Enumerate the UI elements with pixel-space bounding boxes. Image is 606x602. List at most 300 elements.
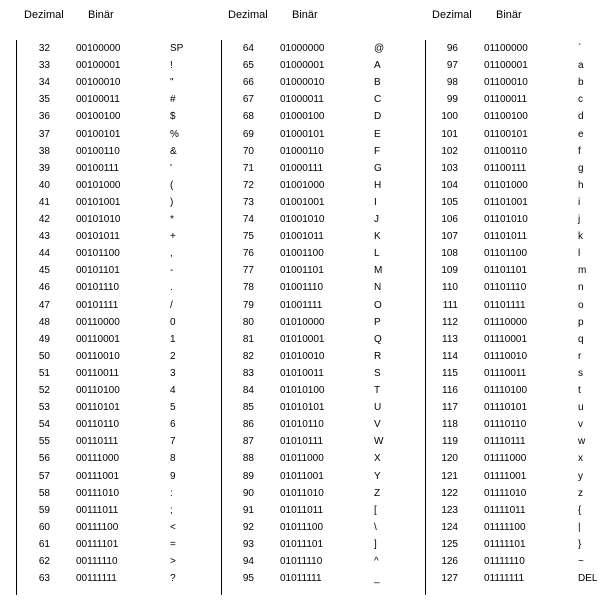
decimal-value: 92 bbox=[242, 521, 254, 533]
table-row bbox=[0, 279, 200, 296]
decimal-value: 124 bbox=[441, 521, 458, 533]
binary-value: 00111000 bbox=[76, 453, 120, 465]
binary-value: 00101110 bbox=[76, 282, 120, 294]
decimal-value: 95 bbox=[242, 573, 254, 585]
decimal-value: 90 bbox=[242, 487, 254, 499]
character-value: v bbox=[578, 419, 583, 431]
decimal-value: 42 bbox=[38, 214, 50, 225]
binary-value: 01000101 bbox=[280, 128, 325, 140]
decimal-value: 78 bbox=[242, 282, 254, 294]
character-value: U bbox=[374, 402, 382, 414]
binary-value: 00110111 bbox=[76, 436, 119, 448]
binary-value: 01010000 bbox=[280, 316, 325, 328]
character-value: W bbox=[374, 436, 384, 448]
decimal-value: 118 bbox=[442, 419, 458, 431]
decimal-value: 104 bbox=[441, 179, 458, 191]
table-row bbox=[204, 502, 404, 519]
character-value: o bbox=[578, 299, 584, 311]
table-row bbox=[204, 314, 404, 331]
binary-value: 01010101 bbox=[280, 402, 325, 414]
character-value: $ bbox=[170, 111, 176, 123]
table-row bbox=[0, 536, 200, 553]
binary-value: 00101100 bbox=[76, 248, 120, 260]
binary-value: 01000111 bbox=[280, 162, 324, 174]
table-row bbox=[408, 40, 606, 57]
binary-value: 01101011 bbox=[484, 231, 528, 243]
character-value: C bbox=[374, 94, 382, 106]
character-value: k bbox=[578, 231, 583, 243]
character-value: & bbox=[170, 145, 177, 157]
decimal-value: 81 bbox=[242, 333, 254, 345]
table-row bbox=[0, 91, 200, 108]
decimal-value: 83 bbox=[242, 367, 254, 379]
table-row bbox=[204, 279, 404, 296]
table-row bbox=[0, 553, 200, 570]
binary-value: 00111110 bbox=[76, 556, 118, 567]
table-row bbox=[408, 160, 606, 177]
decimal-value: 66 bbox=[242, 77, 254, 89]
binary-value: 01111011 bbox=[484, 504, 526, 516]
binary-value: 01111001 bbox=[484, 470, 527, 482]
table-row bbox=[0, 177, 200, 194]
header-dezimal-1: Dezimal bbox=[24, 9, 64, 21]
binary-value: 00111011 bbox=[76, 504, 119, 516]
character-value: Q bbox=[374, 333, 382, 345]
decimal-value: 58 bbox=[38, 487, 50, 499]
table-row bbox=[408, 519, 606, 536]
binary-value: 01011011 bbox=[280, 504, 324, 516]
table-row bbox=[204, 536, 404, 553]
character-value: l bbox=[578, 248, 581, 260]
table-row bbox=[204, 399, 404, 416]
table-row bbox=[0, 262, 200, 279]
binary-value: 01011100 bbox=[280, 521, 324, 533]
binary-value: 01110110 bbox=[484, 419, 527, 431]
character-value: w bbox=[578, 436, 586, 448]
character-value: ^ bbox=[374, 556, 379, 567]
decimal-value: 50 bbox=[38, 350, 50, 362]
decimal-value: 112 bbox=[442, 316, 458, 328]
decimal-value: 44 bbox=[38, 248, 50, 260]
binary-value: 01010011 bbox=[280, 367, 324, 379]
decimal-value: 93 bbox=[242, 538, 254, 550]
character-value: 8 bbox=[170, 453, 176, 465]
character-value: I bbox=[374, 196, 377, 208]
binary-value: 01000010 bbox=[280, 77, 325, 89]
table-row bbox=[204, 194, 404, 211]
table-row bbox=[0, 143, 200, 160]
character-value: a bbox=[578, 60, 584, 72]
binary-value: 01101000 bbox=[484, 179, 528, 191]
table-row bbox=[408, 262, 606, 279]
decimal-value: 33 bbox=[38, 60, 50, 72]
decimal-value: 46 bbox=[38, 282, 50, 294]
binary-value: 01011001 bbox=[280, 470, 324, 482]
character-value: \ bbox=[374, 521, 377, 533]
decimal-value: 75 bbox=[242, 231, 254, 243]
character-value: / bbox=[170, 299, 173, 311]
character-value: _ bbox=[374, 573, 380, 585]
decimal-value: 123 bbox=[441, 504, 458, 516]
decimal-value: 94 bbox=[242, 556, 254, 567]
table-row bbox=[0, 382, 200, 399]
character-value: B bbox=[374, 77, 381, 89]
table-row bbox=[204, 416, 404, 433]
binary-value: 00110110 bbox=[76, 419, 120, 431]
decimal-value: 55 bbox=[38, 436, 50, 448]
decimal-value: 125 bbox=[441, 538, 458, 550]
character-value: , bbox=[170, 248, 173, 260]
binary-value: 01100101 bbox=[484, 128, 528, 140]
binary-value: 01010001 bbox=[280, 333, 325, 345]
table-row bbox=[408, 450, 606, 467]
binary-value: 01010010 bbox=[280, 350, 325, 362]
decimal-value: 40 bbox=[38, 179, 50, 191]
header-binaer-1: Binär bbox=[88, 9, 114, 21]
character-value: E bbox=[374, 128, 381, 140]
character-value: j bbox=[578, 214, 581, 225]
decimal-value: 84 bbox=[242, 385, 254, 396]
binary-value: 01100100 bbox=[484, 111, 528, 123]
table-row bbox=[204, 365, 404, 382]
binary-value: 01000100 bbox=[280, 111, 325, 123]
binary-value: 01101001 bbox=[484, 196, 528, 208]
binary-value: 00100001 bbox=[76, 60, 121, 72]
table-row bbox=[0, 108, 200, 125]
table-row bbox=[408, 382, 606, 399]
binary-value: 00110101 bbox=[76, 402, 120, 414]
decimal-value: 100 bbox=[441, 111, 458, 123]
character-value: ` bbox=[578, 43, 582, 54]
character-value: [ bbox=[374, 504, 377, 516]
character-value: = bbox=[170, 538, 176, 550]
character-value: e bbox=[578, 128, 584, 140]
table-row bbox=[408, 433, 606, 450]
decimal-value: 32 bbox=[38, 43, 50, 54]
binary-value: 00110001 bbox=[76, 333, 120, 345]
binary-value: 01110111 bbox=[484, 436, 526, 448]
binary-value: 01001011 bbox=[280, 231, 324, 243]
character-value: A bbox=[374, 60, 381, 72]
character-value: ~ bbox=[578, 556, 584, 567]
binary-value: 00101101 bbox=[76, 265, 120, 277]
binary-value: 01000110 bbox=[280, 145, 324, 157]
binary-value: 01000001 bbox=[280, 60, 325, 72]
binary-value: 00101001 bbox=[76, 196, 121, 208]
binary-value: 01111000 bbox=[484, 453, 527, 465]
binary-value: 01111010 bbox=[484, 487, 527, 499]
character-value: b bbox=[578, 77, 584, 89]
binary-value: 00101000 bbox=[76, 179, 121, 191]
character-value: : bbox=[170, 487, 173, 499]
character-value: d bbox=[578, 111, 584, 123]
decimal-value: 117 bbox=[442, 402, 458, 414]
character-value: DEL bbox=[578, 573, 598, 585]
table-row bbox=[408, 536, 606, 553]
character-value: 3 bbox=[170, 367, 176, 379]
character-value: @ bbox=[374, 43, 385, 54]
character-value: r bbox=[578, 350, 582, 362]
decimal-value: 56 bbox=[38, 453, 50, 465]
binary-value: 01101111 bbox=[484, 299, 526, 311]
binary-value: 00100111 bbox=[76, 162, 120, 174]
binary-value: 01110010 bbox=[484, 350, 528, 362]
table-row bbox=[0, 365, 200, 382]
character-value: G bbox=[374, 162, 382, 174]
decimal-value: 79 bbox=[242, 299, 254, 311]
decimal-value: 106 bbox=[441, 214, 458, 225]
character-value: P bbox=[374, 316, 381, 328]
binary-value: 01011101 bbox=[280, 538, 324, 550]
binary-value: 01101010 bbox=[484, 214, 528, 225]
character-value: . bbox=[170, 282, 173, 294]
table-row bbox=[0, 297, 200, 314]
character-value: 0 bbox=[170, 316, 176, 328]
character-value: ? bbox=[170, 573, 176, 585]
table-row bbox=[408, 416, 606, 433]
decimal-value: 61 bbox=[38, 538, 50, 550]
character-value: ] bbox=[374, 538, 377, 550]
table-row bbox=[408, 297, 606, 314]
table-row bbox=[0, 485, 200, 502]
table-row bbox=[408, 502, 606, 519]
table-row bbox=[408, 485, 606, 502]
decimal-value: 69 bbox=[242, 128, 254, 140]
binary-value: 01110100 bbox=[484, 385, 528, 396]
decimal-value: 88 bbox=[242, 453, 254, 465]
binary-value: 01001010 bbox=[280, 214, 325, 225]
decimal-value: 109 bbox=[441, 265, 458, 277]
decimal-value: 89 bbox=[242, 470, 254, 482]
table-row bbox=[408, 126, 606, 143]
table-row bbox=[408, 91, 606, 108]
table-row bbox=[408, 211, 606, 228]
ascii-column-1 bbox=[0, 40, 200, 595]
decimal-value: 91 bbox=[242, 504, 254, 516]
character-value: J bbox=[374, 214, 379, 225]
table-row bbox=[408, 331, 606, 348]
character-value: K bbox=[374, 231, 381, 243]
decimal-value: 74 bbox=[242, 214, 254, 225]
table-row bbox=[204, 108, 404, 125]
character-value: F bbox=[374, 145, 381, 157]
binary-value: 00111001 bbox=[76, 470, 120, 482]
decimal-value: 70 bbox=[242, 145, 254, 157]
character-value: c bbox=[578, 94, 583, 106]
binary-value: 00111111 bbox=[76, 573, 117, 585]
table-row bbox=[204, 40, 404, 57]
decimal-value: 82 bbox=[242, 350, 254, 362]
binary-value: 00100100 bbox=[76, 111, 121, 123]
table-row bbox=[408, 194, 606, 211]
binary-value: 01100110 bbox=[484, 145, 528, 157]
character-value: < bbox=[170, 521, 176, 533]
table-row bbox=[204, 160, 404, 177]
binary-value: 01010110 bbox=[280, 419, 324, 431]
table-row bbox=[204, 91, 404, 108]
character-value: R bbox=[374, 350, 382, 362]
binary-value: 00111100 bbox=[76, 521, 119, 533]
decimal-value: 99 bbox=[446, 94, 458, 106]
binary-value: 00110100 bbox=[76, 385, 120, 396]
table-row bbox=[0, 519, 200, 536]
table-row bbox=[408, 74, 606, 91]
table-row bbox=[408, 553, 606, 570]
character-value: g bbox=[578, 162, 584, 174]
character-value: 9 bbox=[170, 470, 176, 482]
character-value: + bbox=[170, 231, 176, 243]
binary-value: 01101110 bbox=[484, 282, 527, 294]
decimal-value: 47 bbox=[38, 299, 50, 311]
table-row bbox=[204, 348, 404, 365]
character-value: q bbox=[578, 333, 584, 345]
decimal-value: 85 bbox=[242, 402, 254, 414]
character-value: 6 bbox=[170, 419, 176, 431]
character-value: H bbox=[374, 179, 382, 191]
decimal-value: 62 bbox=[38, 556, 50, 567]
table-row bbox=[0, 450, 200, 467]
table-row bbox=[204, 297, 404, 314]
table-row bbox=[408, 570, 606, 587]
table-row bbox=[408, 245, 606, 262]
character-value: # bbox=[170, 94, 176, 106]
header-dezimal-3: Dezimal bbox=[432, 9, 472, 21]
decimal-value: 116 bbox=[442, 385, 458, 396]
binary-value: 00111010 bbox=[76, 487, 120, 499]
character-value: L bbox=[374, 248, 380, 260]
character-value: 1 bbox=[170, 333, 176, 345]
decimal-value: 96 bbox=[446, 43, 458, 54]
character-value: > bbox=[170, 556, 176, 567]
character-value: Z bbox=[374, 487, 381, 499]
character-value: m bbox=[578, 265, 587, 277]
decimal-value: 119 bbox=[442, 436, 458, 448]
table-row bbox=[204, 126, 404, 143]
table-row bbox=[204, 433, 404, 450]
decimal-value: 67 bbox=[242, 94, 254, 106]
decimal-value: 53 bbox=[38, 402, 50, 414]
binary-value: 01011111 bbox=[280, 573, 322, 585]
ascii-column-3 bbox=[408, 40, 606, 595]
character-value: ( bbox=[170, 179, 174, 191]
binary-value: 00101111 bbox=[76, 299, 119, 311]
decimal-value: 41 bbox=[38, 196, 50, 208]
decimal-value: 35 bbox=[38, 94, 50, 106]
table-row bbox=[204, 245, 404, 262]
decimal-value: 108 bbox=[441, 248, 458, 260]
binary-value: 01001111 bbox=[280, 299, 323, 311]
table-row bbox=[204, 382, 404, 399]
decimal-value: 52 bbox=[38, 385, 50, 396]
binary-value: 01101100 bbox=[484, 248, 528, 260]
header-dezimal-2: Dezimal bbox=[228, 9, 268, 21]
decimal-value: 37 bbox=[38, 128, 50, 140]
character-value: V bbox=[374, 419, 381, 431]
binary-value: 01111110 bbox=[484, 556, 525, 567]
decimal-value: 121 bbox=[441, 470, 458, 482]
table-row bbox=[0, 211, 200, 228]
decimal-value: 39 bbox=[38, 162, 50, 174]
table-row bbox=[0, 331, 200, 348]
binary-value: 00100101 bbox=[76, 128, 121, 140]
decimal-value: 57 bbox=[38, 470, 50, 482]
table-row bbox=[0, 416, 200, 433]
decimal-value: 103 bbox=[441, 162, 458, 174]
character-value: s bbox=[578, 367, 583, 379]
binary-value: 01000011 bbox=[280, 94, 324, 106]
decimal-value: 97 bbox=[446, 60, 458, 72]
table-row bbox=[204, 570, 404, 587]
table-row bbox=[204, 485, 404, 502]
decimal-value: 64 bbox=[242, 43, 254, 54]
decimal-value: 54 bbox=[38, 419, 50, 431]
character-value: % bbox=[170, 128, 179, 140]
binary-value: 01100001 bbox=[484, 60, 528, 72]
decimal-value: 120 bbox=[441, 453, 458, 465]
table-row bbox=[0, 40, 200, 57]
character-value: { bbox=[578, 504, 582, 516]
character-value: ; bbox=[170, 504, 173, 516]
decimal-value: 76 bbox=[242, 248, 254, 260]
table-row bbox=[0, 314, 200, 331]
character-value: Y bbox=[374, 470, 381, 482]
decimal-value: 80 bbox=[242, 316, 254, 328]
table-row bbox=[408, 228, 606, 245]
table-row bbox=[408, 108, 606, 125]
binary-value: 00111101 bbox=[76, 538, 119, 550]
binary-value: 01110001 bbox=[484, 333, 528, 345]
character-value: 5 bbox=[170, 402, 176, 414]
character-value: ' bbox=[170, 162, 172, 174]
decimal-value: 122 bbox=[441, 487, 458, 499]
decimal-value: 105 bbox=[441, 196, 458, 208]
table-row bbox=[408, 143, 606, 160]
decimal-value: 51 bbox=[38, 367, 50, 379]
decimal-value: 77 bbox=[242, 265, 254, 277]
table-row bbox=[0, 228, 200, 245]
character-value: 4 bbox=[170, 385, 176, 396]
character-value: N bbox=[374, 282, 382, 294]
binary-value: 01010111 bbox=[280, 436, 324, 448]
table-row bbox=[0, 160, 200, 177]
header-binaer-3: Binär bbox=[496, 9, 522, 21]
decimal-value: 60 bbox=[38, 521, 50, 533]
decimal-value: 110 bbox=[442, 282, 458, 294]
decimal-value: 98 bbox=[446, 77, 458, 89]
character-value: h bbox=[578, 179, 584, 191]
binary-value: 01011000 bbox=[280, 453, 324, 465]
header-binaer-2: Binär bbox=[292, 9, 318, 21]
decimal-value: 68 bbox=[242, 111, 254, 123]
binary-value: 01011010 bbox=[280, 487, 324, 499]
table-row bbox=[0, 468, 200, 485]
table-row bbox=[204, 450, 404, 467]
table-row bbox=[204, 143, 404, 160]
decimal-value: 65 bbox=[242, 60, 254, 72]
table-row bbox=[0, 570, 200, 587]
character-value: S bbox=[374, 367, 381, 379]
character-value: M bbox=[374, 265, 383, 277]
table-row bbox=[408, 399, 606, 416]
decimal-value: 111 bbox=[442, 299, 458, 311]
decimal-value: 48 bbox=[38, 316, 50, 328]
binary-value: 01110101 bbox=[484, 402, 528, 414]
character-value: 2 bbox=[170, 350, 176, 362]
table-row bbox=[204, 211, 404, 228]
table-row bbox=[408, 57, 606, 74]
binary-value: 01110000 bbox=[484, 316, 528, 328]
decimal-value: 34 bbox=[38, 77, 50, 89]
